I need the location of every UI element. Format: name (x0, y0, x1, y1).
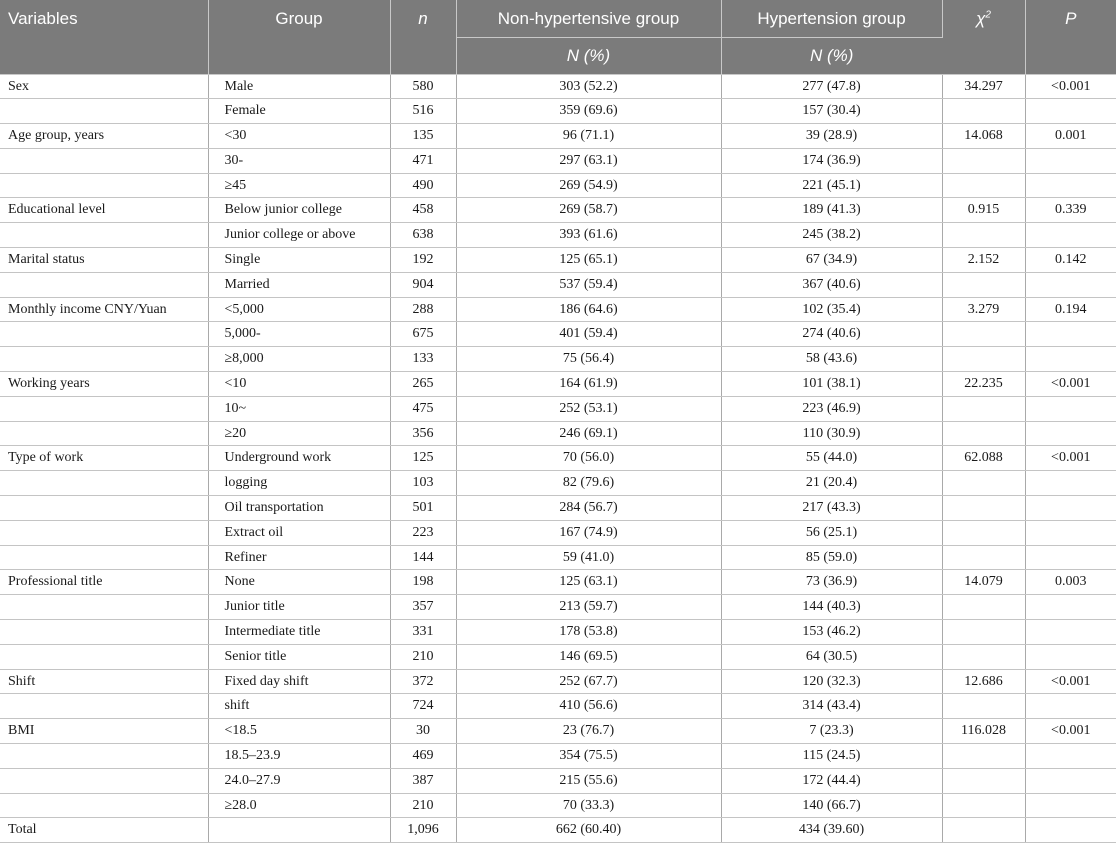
cell-group: ≥20 (208, 421, 390, 446)
table-row (0, 570, 1116, 595)
table-row (0, 272, 1116, 297)
chi-symbol: χ (976, 9, 986, 28)
cell-hypertension: 110 (30.9) (721, 421, 942, 446)
cell-hypertension: 314 (43.4) (721, 694, 942, 719)
cell-non-hypertensive: 537 (59.4) (456, 272, 721, 297)
cell-chi-square: 2.152 (942, 248, 1025, 273)
subheader-hypertension (721, 37, 942, 74)
cell-group: Intermediate title (208, 620, 390, 645)
cell-chi-square: 62.088 (942, 446, 1025, 471)
cell-group: Below junior college (208, 198, 390, 223)
header-p: P (1025, 0, 1116, 74)
cell-chi-square: 116.028 (942, 719, 1025, 744)
cell-non-hypertensive: 269 (58.7) (456, 198, 721, 223)
cell-n: 724 (390, 694, 456, 719)
cell-chi-square: 34.297 (942, 74, 1025, 99)
cell-non-hypertensive: 252 (67.7) (456, 669, 721, 694)
cell-p (1025, 793, 1116, 818)
cell-non-hypertensive: 96 (71.1) (456, 124, 721, 149)
cell-variable (0, 768, 208, 793)
cell-chi-square (942, 595, 1025, 620)
cell-group: 5,000- (208, 322, 390, 347)
table-row (0, 471, 1116, 496)
cell-variable: Shift (0, 669, 208, 694)
table-row (0, 644, 1116, 669)
cell-group: logging (208, 471, 390, 496)
header-variables: Variables (0, 0, 208, 74)
cell-hypertension: 140 (66.7) (721, 793, 942, 818)
cell-group: None (208, 570, 390, 595)
cell-chi-square (942, 347, 1025, 372)
cell-hypertension: 277 (47.8) (721, 74, 942, 99)
cell-hypertension: 73 (36.9) (721, 570, 942, 595)
cell-variable (0, 694, 208, 719)
cell-variable: Marital status (0, 248, 208, 273)
cell-chi-square (942, 148, 1025, 173)
table-row (0, 372, 1116, 397)
cell-variable (0, 471, 208, 496)
cell-p (1025, 595, 1116, 620)
cell-group: <18.5 (208, 719, 390, 744)
cell-variable (0, 496, 208, 521)
cell-n: 125 (390, 446, 456, 471)
cell-group: Fixed day shift (208, 669, 390, 694)
cell-p: <0.001 (1025, 719, 1116, 744)
cell-group: Female (208, 99, 390, 124)
cell-chi-square (942, 272, 1025, 297)
cell-non-hypertensive: 164 (61.9) (456, 372, 721, 397)
table-row (0, 520, 1116, 545)
cell-hypertension: 217 (43.3) (721, 496, 942, 521)
cell-chi-square (942, 545, 1025, 570)
cell-p (1025, 694, 1116, 719)
cell-n: 144 (390, 545, 456, 570)
cell-n: 1,096 (390, 818, 456, 843)
cell-non-hypertensive: 252 (53.1) (456, 396, 721, 421)
subheader-non-hyp-label: N (%) (566, 45, 611, 65)
cell-non-hypertensive: 359 (69.6) (456, 99, 721, 124)
table-row (0, 223, 1116, 248)
cell-chi-square (942, 99, 1025, 124)
cell-non-hypertensive: 178 (53.8) (456, 620, 721, 645)
cell-variable (0, 396, 208, 421)
cell-variable (0, 421, 208, 446)
cell-p: 0.194 (1025, 297, 1116, 322)
cell-non-hypertensive: 70 (33.3) (456, 793, 721, 818)
cell-hypertension: 223 (46.9) (721, 396, 942, 421)
table-row (0, 74, 1116, 99)
cell-n: 210 (390, 644, 456, 669)
cell-p (1025, 818, 1116, 843)
cell-n: 357 (390, 595, 456, 620)
cell-chi-square: 14.079 (942, 570, 1025, 595)
cell-n: 675 (390, 322, 456, 347)
table-body (0, 74, 1116, 843)
table-row (0, 694, 1116, 719)
cell-n: 210 (390, 793, 456, 818)
cell-n: 30 (390, 719, 456, 744)
cell-n: 469 (390, 744, 456, 769)
table-row (0, 496, 1116, 521)
cell-variable (0, 223, 208, 248)
cell-chi-square (942, 322, 1025, 347)
cell-group: ≥28.0 (208, 793, 390, 818)
cell-non-hypertensive: 246 (69.1) (456, 421, 721, 446)
table-row (0, 396, 1116, 421)
cell-variable (0, 644, 208, 669)
table-row (0, 620, 1116, 645)
cell-n: 198 (390, 570, 456, 595)
cell-n: 192 (390, 248, 456, 273)
table-row (0, 719, 1116, 744)
cell-p (1025, 496, 1116, 521)
table-row (0, 669, 1116, 694)
cell-group: Senior title (208, 644, 390, 669)
cell-chi-square: 0.915 (942, 198, 1025, 223)
cell-p (1025, 272, 1116, 297)
table-row (0, 248, 1116, 273)
cell-p (1025, 768, 1116, 793)
cell-non-hypertensive: 303 (52.2) (456, 74, 721, 99)
table-row (0, 421, 1116, 446)
cell-variable (0, 793, 208, 818)
cell-hypertension: 174 (36.9) (721, 148, 942, 173)
table-row (0, 545, 1116, 570)
cell-p (1025, 99, 1116, 124)
cell-hypertension: 172 (44.4) (721, 768, 942, 793)
cell-non-hypertensive: 125 (65.1) (456, 248, 721, 273)
cell-chi-square (942, 768, 1025, 793)
cell-chi-square (942, 421, 1025, 446)
cell-n: 580 (390, 74, 456, 99)
cell-variable (0, 545, 208, 570)
cell-group: <5,000 (208, 297, 390, 322)
cell-p (1025, 396, 1116, 421)
cell-hypertension: 101 (38.1) (721, 372, 942, 397)
cell-hypertension: 157 (30.4) (721, 99, 942, 124)
cell-hypertension: 274 (40.6) (721, 322, 942, 347)
cell-variable (0, 148, 208, 173)
table-row (0, 99, 1116, 124)
cell-variable: Educational level (0, 198, 208, 223)
cell-non-hypertensive: 410 (56.6) (456, 694, 721, 719)
table-row (0, 124, 1116, 149)
cell-chi-square: 12.686 (942, 669, 1025, 694)
cell-hypertension: 115 (24.5) (721, 744, 942, 769)
cell-variable (0, 173, 208, 198)
cell-p (1025, 173, 1116, 198)
cell-non-hypertensive: 297 (63.1) (456, 148, 721, 173)
table-row (0, 198, 1116, 223)
cell-n: 490 (390, 173, 456, 198)
cell-chi-square (942, 471, 1025, 496)
cell-non-hypertensive: 213 (59.7) (456, 595, 721, 620)
cell-p (1025, 347, 1116, 372)
cell-chi-square: 3.279 (942, 297, 1025, 322)
cell-chi-square (942, 744, 1025, 769)
cell-variable: Working years (0, 372, 208, 397)
cell-n: 904 (390, 272, 456, 297)
cell-chi-square: 14.068 (942, 124, 1025, 149)
cell-n: 458 (390, 198, 456, 223)
cell-p (1025, 644, 1116, 669)
cell-variable: Type of work (0, 446, 208, 471)
cell-n: 103 (390, 471, 456, 496)
cell-non-hypertensive: 146 (69.5) (456, 644, 721, 669)
cell-hypertension: 58 (43.6) (721, 347, 942, 372)
cell-non-hypertensive: 59 (41.0) (456, 545, 721, 570)
cell-p (1025, 744, 1116, 769)
cell-group: <10 (208, 372, 390, 397)
cell-group: 18.5–23.9 (208, 744, 390, 769)
cell-chi-square (942, 818, 1025, 843)
cell-group: Underground work (208, 446, 390, 471)
cell-p (1025, 148, 1116, 173)
subheader-hyp-label: N (%) (810, 45, 854, 65)
cell-variable (0, 620, 208, 645)
cell-chi-square (942, 223, 1025, 248)
chi-superscript: 2 (985, 9, 991, 21)
cell-n: 331 (390, 620, 456, 645)
cell-group: Single (208, 248, 390, 273)
cell-hypertension: 7 (23.3) (721, 719, 942, 744)
cell-group: 10~ (208, 396, 390, 421)
cell-hypertension: 39 (28.9) (721, 124, 942, 149)
cell-p: 0.001 (1025, 124, 1116, 149)
cell-hypertension: 245 (38.2) (721, 223, 942, 248)
cell-chi-square (942, 173, 1025, 198)
cell-group: ≥8,000 (208, 347, 390, 372)
cell-chi-square (942, 520, 1025, 545)
cell-variable (0, 272, 208, 297)
cell-chi-square (942, 694, 1025, 719)
table-row (0, 297, 1116, 322)
cell-chi-square (942, 793, 1025, 818)
cell-hypertension: 102 (35.4) (721, 297, 942, 322)
table-row (0, 818, 1116, 843)
table-row (0, 793, 1116, 818)
cell-non-hypertensive: 401 (59.4) (456, 322, 721, 347)
cell-hypertension: 67 (34.9) (721, 248, 942, 273)
cell-p (1025, 520, 1116, 545)
cell-non-hypertensive: 186 (64.6) (456, 297, 721, 322)
cell-variable: Monthly income CNY/Yuan (0, 297, 208, 322)
header-group: Group (208, 0, 390, 74)
cell-variable (0, 322, 208, 347)
cell-hypertension: 85 (59.0) (721, 545, 942, 570)
cell-group: Male (208, 74, 390, 99)
cell-p (1025, 322, 1116, 347)
cell-p (1025, 421, 1116, 446)
cell-hypertension: 21 (20.4) (721, 471, 942, 496)
cell-non-hypertensive: 662 (60.40) (456, 818, 721, 843)
cell-p: <0.001 (1025, 446, 1116, 471)
cell-variable: Age group, years (0, 124, 208, 149)
cell-p: <0.001 (1025, 74, 1116, 99)
cell-group: Married (208, 272, 390, 297)
cell-group: Junior college or above (208, 223, 390, 248)
cell-non-hypertensive: 393 (61.6) (456, 223, 721, 248)
cell-p: <0.001 (1025, 669, 1116, 694)
cell-variable: BMI (0, 719, 208, 744)
cell-non-hypertensive: 70 (56.0) (456, 446, 721, 471)
cell-n: 288 (390, 297, 456, 322)
cell-group (208, 818, 390, 843)
cell-group: 24.0–27.9 (208, 768, 390, 793)
cell-group: Oil transportation (208, 496, 390, 521)
cell-non-hypertensive: 215 (55.6) (456, 768, 721, 793)
cell-n: 475 (390, 396, 456, 421)
cell-n: 501 (390, 496, 456, 521)
cell-variable (0, 744, 208, 769)
cell-p (1025, 471, 1116, 496)
table-row (0, 595, 1116, 620)
cell-hypertension: 120 (32.3) (721, 669, 942, 694)
cell-p (1025, 545, 1116, 570)
header-non-hypertensive: Non-hypertensive group (456, 0, 721, 37)
cell-p: 0.142 (1025, 248, 1116, 273)
cell-n: 471 (390, 148, 456, 173)
cell-hypertension: 434 (39.60) (721, 818, 942, 843)
cell-variable (0, 347, 208, 372)
cell-non-hypertensive: 354 (75.5) (456, 744, 721, 769)
table-row (0, 446, 1116, 471)
cell-n: 223 (390, 520, 456, 545)
cell-n: 516 (390, 99, 456, 124)
cell-non-hypertensive: 284 (56.7) (456, 496, 721, 521)
cell-non-hypertensive: 82 (79.6) (456, 471, 721, 496)
cell-n: 133 (390, 347, 456, 372)
cell-p (1025, 620, 1116, 645)
cell-variable (0, 595, 208, 620)
table-header (0, 0, 1116, 74)
cell-n: 638 (390, 223, 456, 248)
table-row (0, 322, 1116, 347)
cell-non-hypertensive: 23 (76.7) (456, 719, 721, 744)
cell-hypertension: 55 (44.0) (721, 446, 942, 471)
cell-group: Junior title (208, 595, 390, 620)
cell-non-hypertensive: 167 (74.9) (456, 520, 721, 545)
cell-n: 135 (390, 124, 456, 149)
cell-group: Refiner (208, 545, 390, 570)
header-chi-square (942, 0, 1025, 74)
header-n: n (390, 0, 456, 74)
cell-variable: Sex (0, 74, 208, 99)
table-row (0, 744, 1116, 769)
cell-variable: Total (0, 818, 208, 843)
cell-p: <0.001 (1025, 372, 1116, 397)
cell-variable (0, 520, 208, 545)
cell-hypertension: 189 (41.3) (721, 198, 942, 223)
cell-non-hypertensive: 125 (63.1) (456, 570, 721, 595)
cell-variable (0, 99, 208, 124)
cell-p: 0.339 (1025, 198, 1116, 223)
cell-group: shift (208, 694, 390, 719)
cell-n: 372 (390, 669, 456, 694)
cell-group: ≥45 (208, 173, 390, 198)
cell-hypertension: 153 (46.2) (721, 620, 942, 645)
cell-hypertension: 367 (40.6) (721, 272, 942, 297)
cell-chi-square (942, 396, 1025, 421)
cell-chi-square (942, 644, 1025, 669)
cell-variable: Professional title (0, 570, 208, 595)
cell-group: Extract oil (208, 520, 390, 545)
cell-n: 265 (390, 372, 456, 397)
subheader-non-hypertensive (456, 37, 721, 74)
table-row (0, 347, 1116, 372)
cell-chi-square: 22.235 (942, 372, 1025, 397)
cell-n: 387 (390, 768, 456, 793)
table-row (0, 148, 1116, 173)
cell-n: 356 (390, 421, 456, 446)
table-row (0, 173, 1116, 198)
cell-hypertension: 144 (40.3) (721, 595, 942, 620)
cell-group: <30 (208, 124, 390, 149)
cell-p (1025, 223, 1116, 248)
header-hypertension: Hypertension group (721, 0, 942, 37)
cell-p: 0.003 (1025, 570, 1116, 595)
cell-hypertension: 221 (45.1) (721, 173, 942, 198)
cell-non-hypertensive: 75 (56.4) (456, 347, 721, 372)
cell-hypertension: 56 (25.1) (721, 520, 942, 545)
cell-group: 30- (208, 148, 390, 173)
cell-chi-square (942, 496, 1025, 521)
cell-chi-square (942, 620, 1025, 645)
cell-hypertension: 64 (30.5) (721, 644, 942, 669)
cell-non-hypertensive: 269 (54.9) (456, 173, 721, 198)
table-row (0, 768, 1116, 793)
